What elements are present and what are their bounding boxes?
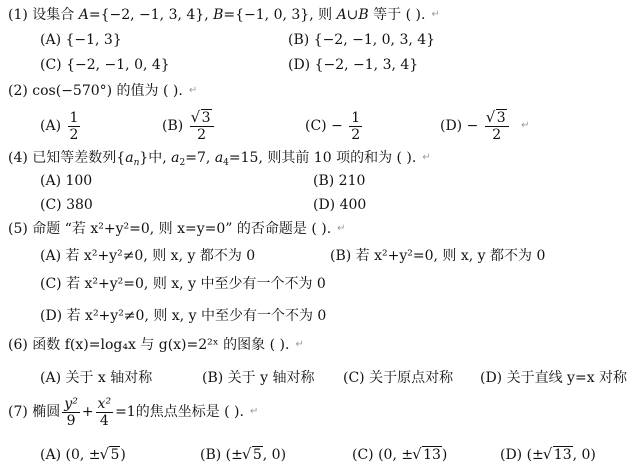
sequence-index: n bbox=[133, 158, 140, 168]
q4-stem-suffix: =15, 则其前 10 项的和为 ( ). bbox=[228, 150, 417, 166]
q4-option-c: (C) 380 bbox=[40, 197, 93, 213]
q5-option-c: (C) 若 x²+y²=0, 则 x, y 中至少有一个不为 0 bbox=[40, 276, 326, 292]
sqrt-icon bbox=[487, 110, 507, 126]
q6-stem bbox=[8, 336, 304, 354]
q2-option-a-label: (A) bbox=[40, 118, 62, 134]
union-expr: A∪B bbox=[336, 7, 369, 23]
q2-option-d bbox=[440, 108, 530, 144]
term-a4-index: 4 bbox=[223, 158, 229, 168]
numerator bbox=[485, 110, 509, 127]
denominator: 2 bbox=[197, 126, 207, 143]
q7-option-b-pre: (B) (± bbox=[200, 447, 243, 463]
q7-stem-suffix: =1的焦点坐标是 ( ). bbox=[115, 404, 244, 420]
q7-stem-prefix: (7) 椭圆 bbox=[8, 404, 61, 420]
fraction bbox=[190, 110, 214, 143]
paragraph-mark-icon: ↵ bbox=[422, 152, 431, 163]
set-a-symbol: A bbox=[78, 7, 89, 23]
fraction bbox=[96, 396, 114, 429]
paragraph-mark-icon: ↵ bbox=[295, 339, 304, 350]
set-b-def: ={−1, 0, 3}, 则 bbox=[223, 7, 337, 23]
q1-option-c: (C) {−2, −1, 0, 4} bbox=[40, 57, 170, 73]
sqrt-icon bbox=[192, 110, 212, 126]
sequence-symbol: a bbox=[125, 150, 134, 166]
q1-stem-suffix: 等于 ( ). bbox=[368, 7, 426, 23]
sqrt-icon bbox=[413, 446, 442, 464]
numerator: 1 bbox=[351, 109, 361, 126]
set-b-symbol: B bbox=[213, 7, 224, 23]
q4-option-a: (A) 100 bbox=[40, 173, 93, 189]
q7-option-d bbox=[500, 446, 596, 464]
q5-option-d: (D) 若 x²+y²≠0, 则 x, y 中至少有一个不为 0 bbox=[40, 308, 327, 324]
q7-option-b-post: , 0) bbox=[262, 447, 287, 463]
sqrt-icon bbox=[243, 446, 263, 464]
sqrt-icon bbox=[100, 446, 120, 464]
set-a-def: ={−2, −1, 3, 4}, bbox=[88, 7, 214, 23]
fraction bbox=[485, 110, 509, 143]
numerator: y² bbox=[64, 395, 78, 412]
q5-stem bbox=[8, 220, 346, 238]
q4-option-d: (D) 400 bbox=[313, 197, 367, 213]
denominator: 2 bbox=[351, 126, 361, 143]
plus-sign: + bbox=[81, 404, 94, 420]
q2-option-c bbox=[305, 108, 364, 144]
q1-stem-prefix: (1) 设集合 bbox=[8, 7, 79, 23]
q5-option-a: (A) 若 x²+y²≠0, 则 x, y 都不为 0 bbox=[40, 248, 256, 264]
radicand: 3 bbox=[201, 109, 211, 126]
paragraph-mark-icon: ↵ bbox=[337, 223, 346, 234]
q1-option-d: (D) {−2, −1, 3, 4} bbox=[288, 57, 419, 73]
q4-stem-prefix: (4) 已知等差数列{ bbox=[8, 150, 126, 166]
q7-stem bbox=[8, 394, 258, 430]
q1-stem bbox=[8, 6, 440, 24]
denominator: 2 bbox=[492, 126, 502, 143]
q6-option-a: (A) 关于 x 轴对称 bbox=[40, 370, 153, 386]
q7-option-d-pre: (D) (± bbox=[500, 447, 544, 463]
q1-option-b: (B) {−2, −1, 0, 3, 4} bbox=[288, 32, 436, 48]
q7-option-a bbox=[40, 446, 126, 464]
paragraph-mark-icon: ↵ bbox=[431, 9, 440, 20]
q7-option-c bbox=[352, 446, 447, 464]
denominator: 9 bbox=[66, 412, 76, 429]
term-a4-symbol: a bbox=[214, 150, 224, 166]
radicand: 13 bbox=[423, 447, 441, 463]
q4-option-b: (B) 210 bbox=[313, 173, 366, 189]
q6-option-c: (C) 关于原点对称 bbox=[343, 370, 454, 386]
denominator: 2 bbox=[69, 126, 79, 143]
numerator bbox=[190, 110, 214, 127]
radicand: 5 bbox=[252, 447, 262, 463]
q2-option-b bbox=[162, 108, 216, 144]
q4-stem-mid: }中, bbox=[139, 150, 172, 166]
numerator: x² bbox=[97, 395, 112, 412]
radicand: 3 bbox=[496, 109, 506, 126]
q5-stem-text: (5) 命题 “若 x²+y²=0, 则 x=y=0” 的否命题是 ( ). bbox=[8, 221, 332, 237]
sqrt-icon bbox=[544, 446, 573, 464]
q7-option-d-post: , 0) bbox=[572, 447, 596, 463]
q6-option-b: (B) 关于 y 轴对称 bbox=[202, 370, 315, 386]
q2-option-b-label: (B) bbox=[162, 118, 184, 134]
denominator: 4 bbox=[99, 412, 109, 429]
fraction bbox=[349, 110, 362, 143]
fraction bbox=[68, 110, 81, 143]
q2-option-c-label: (C) − bbox=[305, 118, 343, 134]
fraction bbox=[62, 396, 80, 429]
q7-option-c-pre: (C) (0, ± bbox=[352, 447, 414, 463]
q2-option-d-label: (D) − bbox=[440, 118, 479, 134]
q2-option-a bbox=[40, 108, 82, 144]
q7-option-b bbox=[200, 446, 286, 464]
numerator: 1 bbox=[69, 109, 79, 126]
radicand: 5 bbox=[110, 447, 120, 463]
term-a2-symbol: a bbox=[171, 150, 180, 166]
radicand: 13 bbox=[553, 447, 572, 463]
paragraph-mark-icon: ↵ bbox=[249, 406, 259, 417]
term-a2-value: =7, bbox=[185, 150, 215, 166]
q2-stem-text: (2) cos(−570°) 的值为 ( ). bbox=[8, 83, 183, 99]
q7-option-a-pre: (A) (0, ± bbox=[40, 447, 101, 463]
q5-option-b: (B) 若 x²+y²=0, 则 x, y 都不为 0 bbox=[330, 248, 546, 264]
q1-option-a: (A) {−1, 3} bbox=[40, 32, 122, 48]
q6-stem-text: (6) 函数 f(x)=log₄x 与 g(x)=2²ˣ 的图象 ( ). bbox=[8, 337, 290, 353]
q4-stem bbox=[8, 149, 431, 172]
q6-option-d: (D) 关于直线 y=x 对称 bbox=[480, 370, 628, 386]
q2-stem bbox=[8, 82, 197, 100]
q7-option-c-post: ) bbox=[441, 447, 448, 463]
paragraph-mark-icon: ↵ bbox=[521, 120, 530, 131]
term-a2-index: 2 bbox=[179, 158, 186, 168]
q7-option-a-post: ) bbox=[120, 447, 126, 463]
paragraph-mark-icon: ↵ bbox=[188, 85, 198, 96]
